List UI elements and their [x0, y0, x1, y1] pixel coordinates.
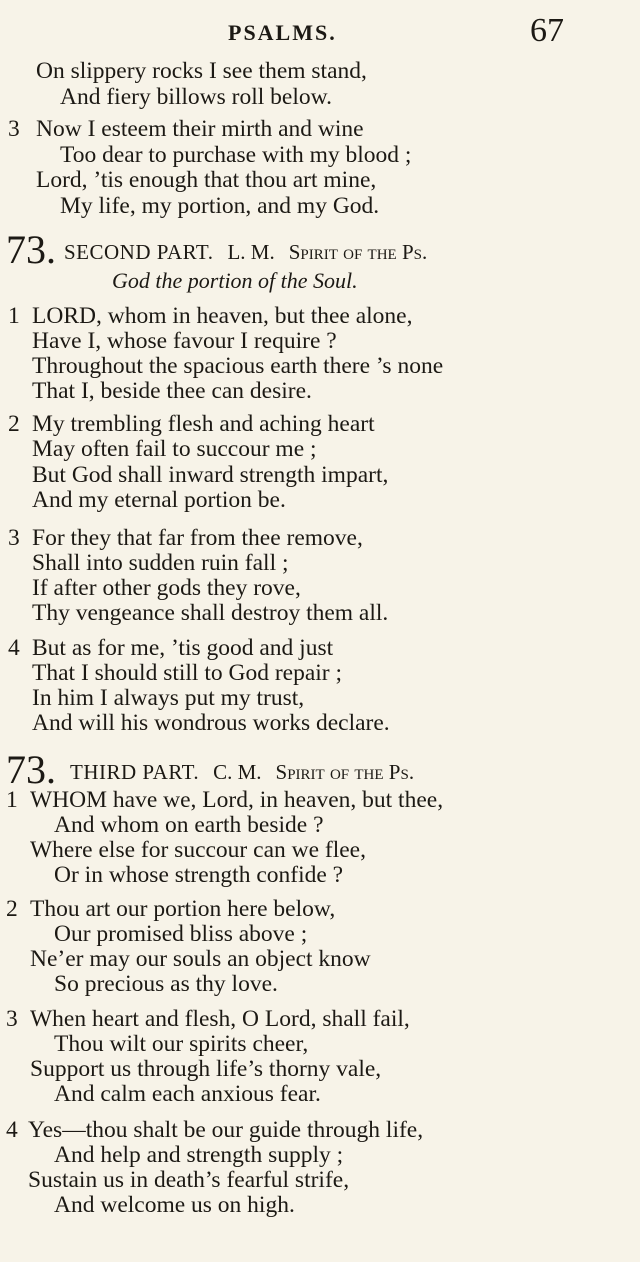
running-title: PSALMS. — [228, 20, 337, 45]
verse-line: But God shall inward strength impart, — [32, 462, 389, 488]
verse-line: Or in whose strength confide ? — [54, 862, 344, 888]
verse-line: And welcome us on high. — [54, 1192, 295, 1218]
verse-line: But as for me, ’tis good and just — [32, 635, 334, 661]
hymn-title: THIRD PART. — [70, 760, 200, 784]
verse-line: Sustain us in death’s fearful strife, — [28, 1167, 350, 1193]
running-head — [0, 14, 640, 54]
verse-line: In him I always put my trust, — [32, 685, 305, 711]
verse-line: And whom on earth beside ? — [54, 812, 324, 838]
verse-number: 1 — [8, 303, 20, 329]
verse-number: 1 — [6, 787, 18, 813]
verse-number: 2 — [6, 896, 18, 922]
verse-line: Thou art our portion here below, — [30, 896, 336, 922]
verse-line: And will his wondrous works declare. — [32, 710, 390, 736]
verse-line: Shall into sudden ruin fall ; — [32, 550, 289, 576]
verse-line: If after other gods they rove, — [32, 575, 301, 601]
verse-number: 3 — [6, 1006, 18, 1032]
hymn-number: 73. — [6, 747, 56, 792]
verse-number: 4 — [6, 1117, 18, 1143]
verse-line: For they that far from thee remove, — [32, 525, 363, 551]
verse-line: Yes—thou shalt be our guide through life, — [28, 1117, 424, 1143]
verse-line: Our promised bliss above ; — [54, 921, 308, 947]
verse-line: Thou wilt our spirits cheer, — [54, 1031, 309, 1057]
verse-line: Now I esteem their mirth and wine — [36, 116, 364, 142]
hymn-heading — [6, 746, 414, 793]
hymn-subtitle: God the portion of the Soul. — [112, 268, 358, 293]
page-number: 67 — [530, 12, 564, 49]
verse-line: So precious as thy love. — [54, 971, 278, 997]
verse-line: WHOM have we, Lord, in heaven, but thee, — [30, 787, 444, 813]
verse-line: And calm each anxious fear. — [54, 1081, 321, 1107]
verse-line: On slippery rocks I see them stand, — [36, 58, 367, 84]
verse-line: And my eternal portion be. — [32, 487, 286, 513]
verse-line: LORD, whom in heaven, but thee alone, — [32, 303, 413, 329]
verse-line: My life, my portion, and my God. — [60, 193, 380, 219]
verse-line: Ne’er may our souls an object know — [30, 946, 371, 972]
verse-line: When heart and flesh, O Lord, shall fail, — [30, 1006, 410, 1032]
verse-line: And fiery billows roll below. — [60, 84, 332, 110]
hymn-source: Spirit of the Ps. — [288, 240, 428, 264]
verse-line: Too dear to purchase with my blood ; — [60, 142, 412, 168]
verse-number: 3 — [8, 525, 20, 551]
hymn-source: Spirit of the Ps. — [275, 760, 415, 784]
verse-line: Where else for succour can we flee, — [30, 837, 366, 863]
verse-line: May often fail to succour me ; — [32, 436, 317, 462]
verse-number: 4 — [8, 635, 20, 661]
hymn-meter: L. M. — [227, 240, 275, 264]
verse-line: Thy vengeance shall destroy them all. — [32, 600, 389, 626]
verse-line: Lord, ’tis enough that thou art mine, — [36, 167, 377, 193]
verse-number: 2 — [8, 411, 20, 437]
verse-number: 3 — [8, 116, 20, 142]
verse-line: Support us through life’s thorny vale, — [30, 1056, 382, 1082]
hymn-title: SECOND PART. — [64, 240, 214, 264]
verse-line: Throughout the spacious earth there ’s none — [32, 353, 444, 379]
verse-line: Have I, whose favour I require ? — [32, 328, 337, 354]
hymn-heading — [6, 226, 427, 273]
hymn-number: 73. — [6, 227, 56, 272]
verse-line: And help and strength supply ; — [54, 1142, 344, 1168]
verse-line: My trembling flesh and aching heart — [32, 411, 375, 437]
verse-line: That I should still to God repair ; — [32, 660, 343, 686]
hymn-meter: C. M. — [213, 760, 262, 784]
verse-line: That I, beside thee can desire. — [32, 378, 312, 404]
